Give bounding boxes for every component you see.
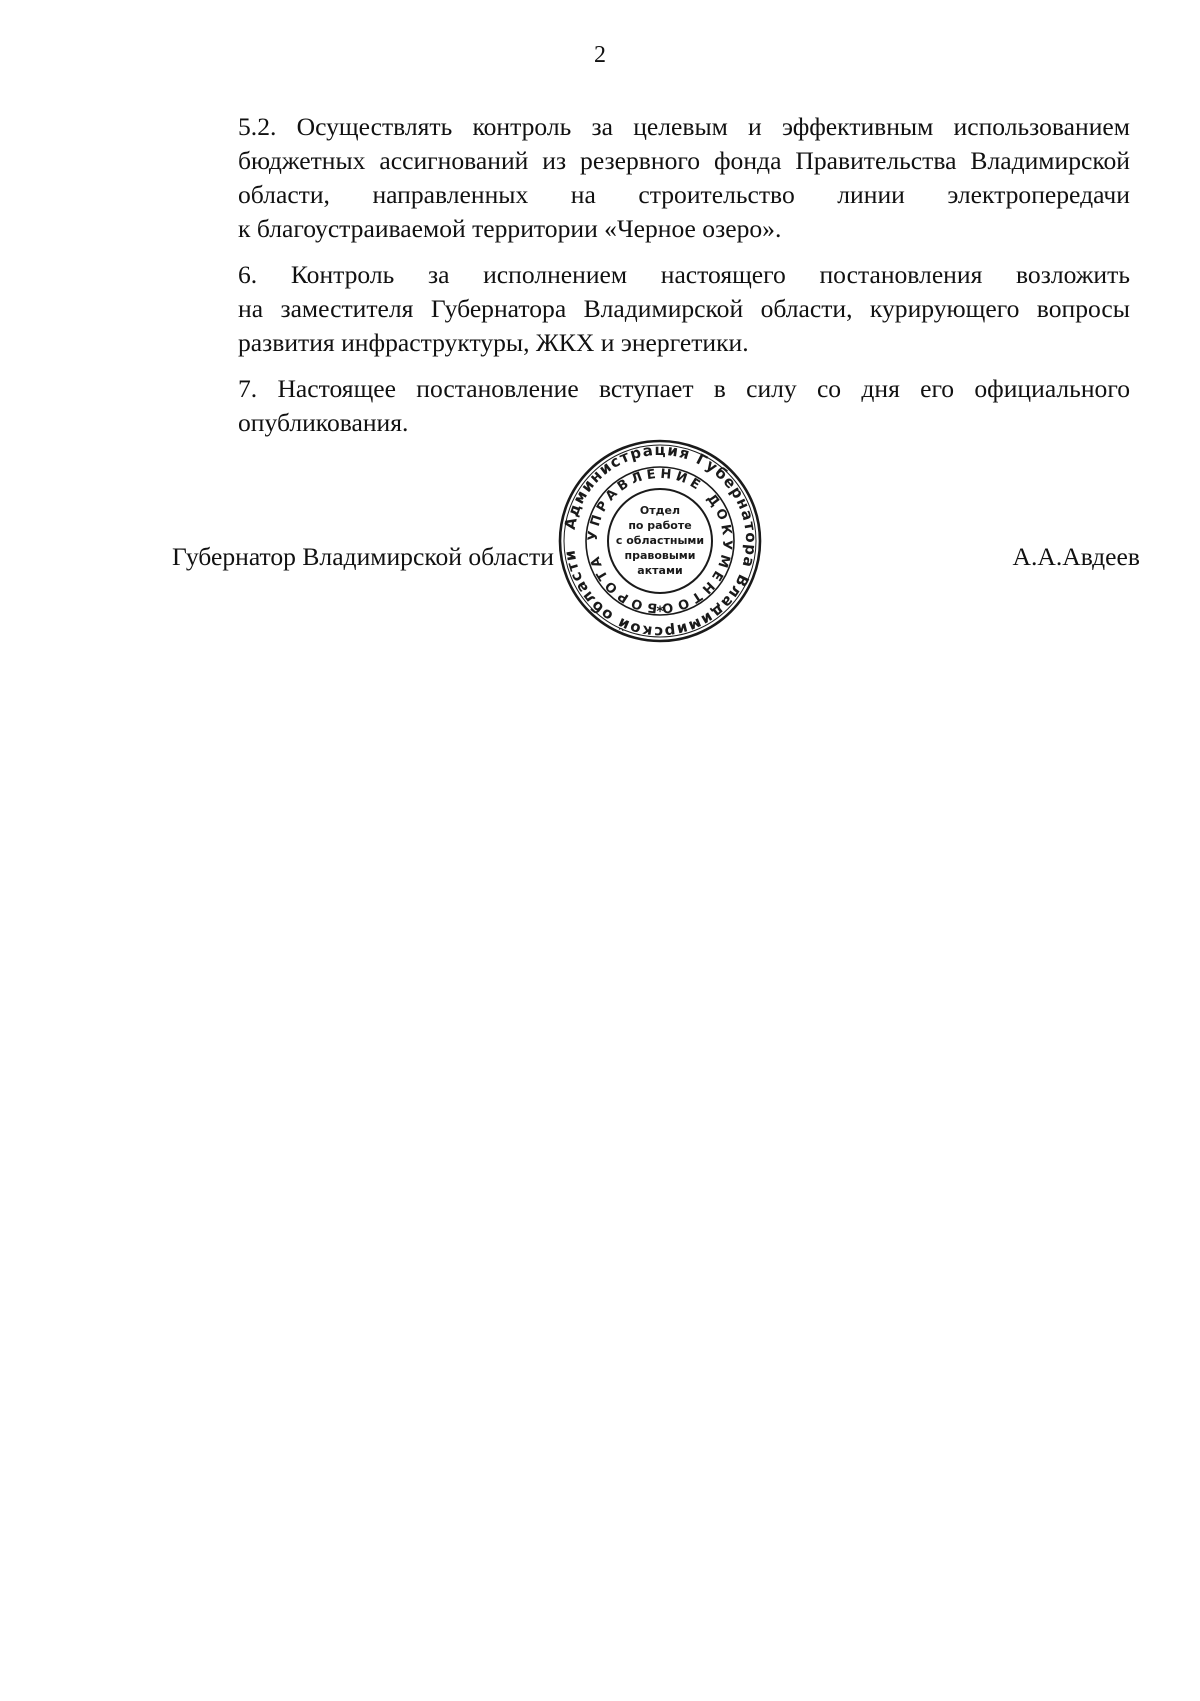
- seal-center-line: Отдел: [639, 504, 681, 517]
- seal-center-line: с областными: [615, 534, 705, 547]
- paragraph-7: [168, 372, 1130, 440]
- paragraph-line: 7. Настоящее постановление вступает в силу со дня его официального: [238, 374, 1130, 403]
- seal-graphic: [557, 438, 763, 644]
- paragraph-line: 5.2. Осуществлять контроль за целевым и эффективным использованием: [238, 112, 1130, 141]
- paragraph-line: развития инфраструктуры, ЖКХ и энергетики.: [238, 328, 749, 357]
- paragraph-5-2: [168, 110, 1130, 246]
- paragraph-line: бюджетных ассигнований из резервного фонда Правительства Владимирской: [238, 146, 1130, 175]
- seal-center-text: [616, 504, 704, 577]
- seal-center-line: по работе: [628, 519, 692, 532]
- paragraph-line: области, направленных на строительство линии электропередачи: [238, 180, 1130, 209]
- paragraph-line: 6. Контроль за исполнением настоящего постановления возложить: [238, 260, 1130, 289]
- signatory-name: А.А.Авдеев: [1012, 542, 1140, 571]
- seal-star-icon: *: [656, 604, 664, 620]
- signatory-title: Губернатор Владимирской области: [172, 542, 554, 571]
- paragraph-line: на заместителя Губернатора Владимирской области, курирующего вопросы: [238, 294, 1130, 323]
- official-seal-stamp: [557, 438, 763, 644]
- document-body: [168, 110, 1130, 452]
- seal-outer-text: Администрация Губернатора Владимирской области: [560, 440, 761, 642]
- seal-center-line: правовыми: [624, 549, 696, 562]
- paragraph-6: [168, 258, 1130, 360]
- page-number: 2: [594, 42, 606, 68]
- seal-center-line: актами: [637, 564, 683, 577]
- paragraph-line: опубликования.: [238, 408, 409, 437]
- seal-inner-text: УПРАВЛЕНИЕ ДОКУМЕНТООБОРОТА: [585, 466, 735, 616]
- paragraph-line: к благоустраиваемой территории «Черное озеро».: [238, 214, 782, 243]
